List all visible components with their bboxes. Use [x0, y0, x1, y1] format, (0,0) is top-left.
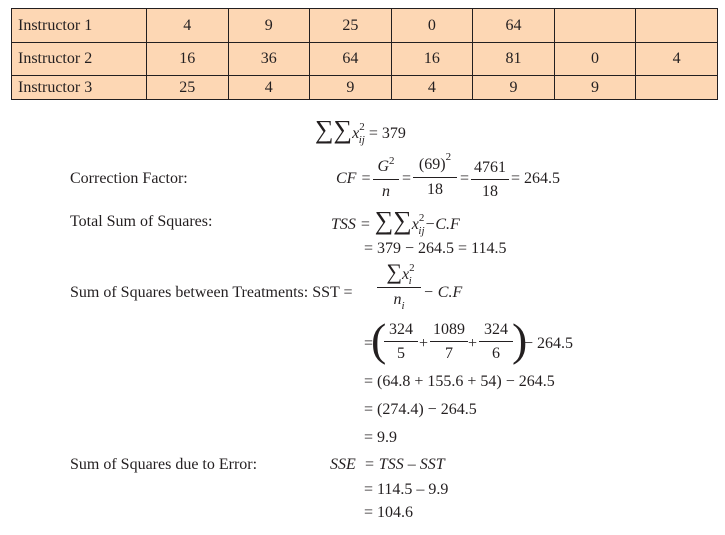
cell: [636, 76, 718, 100]
sst-line4: = (274.4) − 264.5: [364, 401, 477, 418]
cell: 4: [391, 76, 473, 100]
cell: 25: [146, 76, 228, 100]
tss-result: = 379 − 264.5 = 114.5: [364, 240, 507, 257]
sse-line3: = 104.6: [364, 504, 414, 521]
subscript: ij: [358, 134, 365, 146]
cell: 64: [310, 43, 392, 76]
sst-fraction-xi2-ni: $\frac{\sum x^2_i}{n_i}$: [377, 262, 421, 311]
cf-fraction-69-18: $\frac{(69)^2}{18}$: [413, 155, 457, 200]
cf-fraction-4761-18: $\frac{4761}{18}$: [471, 158, 509, 202]
cell: 9: [554, 76, 636, 100]
cell: 4: [228, 76, 310, 100]
sst-eq-2: =: [364, 335, 374, 352]
cell: 4: [636, 43, 718, 76]
cell: [636, 9, 718, 43]
sst-line3: = (64.8 + 155.6 + 54) − 264.5: [364, 373, 555, 390]
sse-line1: = TSS – SST: [364, 456, 445, 473]
cell: 16: [391, 43, 473, 76]
cell: 16: [146, 43, 228, 76]
cell: 81: [473, 43, 555, 76]
row-label: Instructor 3: [12, 76, 147, 100]
row-label: Instructor 1: [12, 9, 147, 43]
double-sigma: ∑∑: [315, 115, 353, 144]
row-label: Instructor 2: [12, 43, 147, 76]
cell: 9: [228, 9, 310, 43]
cell: [554, 9, 636, 43]
cell: 9: [310, 76, 392, 100]
cf-lhs: CF =: [336, 170, 372, 187]
sse-label: Sum of Squares due to Error:: [70, 456, 258, 473]
double-sigma: ∑∑: [374, 206, 412, 235]
open-paren: (: [371, 314, 387, 365]
var-x: x: [352, 125, 360, 142]
cell: 25: [310, 9, 392, 43]
cell: 0: [391, 9, 473, 43]
close-paren: ): [512, 314, 528, 365]
g: G: [377, 158, 390, 175]
sum-of-squares-equation: [315, 117, 406, 145]
tss-equation: TSS = $\sum\sum x^2_{ij}-C.F$: [331, 206, 460, 237]
cf-eq-2: =: [460, 170, 470, 187]
sse-line2: = 114.5 – 9.9: [364, 481, 449, 498]
cf-eq-1: =: [402, 170, 412, 187]
cell: 4: [146, 9, 228, 43]
sst-line2-tail: − 264.5: [524, 335, 574, 352]
cell: 36: [228, 43, 310, 76]
table-row: [12, 76, 718, 100]
sst-fraction-324-5: $\frac{324}{5}$: [384, 320, 418, 364]
squares-table: [11, 8, 718, 100]
sum-value: = 379: [368, 125, 406, 142]
table-row: [12, 43, 718, 76]
sst-label: Sum of Squares between Treatments: SST =: [70, 284, 353, 301]
plus-2: +: [468, 335, 478, 352]
correction-factor-label: Correction Factor:: [70, 170, 188, 187]
sst-fraction-324-6: $\frac{324}{6}$: [479, 320, 513, 364]
sst-tail: − C.F: [423, 284, 463, 301]
table-row: [12, 9, 718, 43]
sse-lhs: SSE: [330, 456, 356, 473]
n: n: [382, 183, 390, 200]
cf-result: = 264.5: [511, 170, 561, 187]
exponent: 2: [359, 121, 365, 133]
cell: 9: [473, 76, 555, 100]
plus-1: +: [419, 335, 429, 352]
sst-fraction-1089-7: $\frac{1089}{7}$: [430, 320, 468, 364]
cell: 64: [473, 9, 555, 43]
cell: 0: [554, 43, 636, 76]
cf-fraction-g2-n: $\frac{G^2}{n}$: [373, 157, 399, 202]
sst-line5: = 9.9: [364, 429, 398, 446]
tss-label: Total Sum of Squares:: [70, 213, 213, 230]
